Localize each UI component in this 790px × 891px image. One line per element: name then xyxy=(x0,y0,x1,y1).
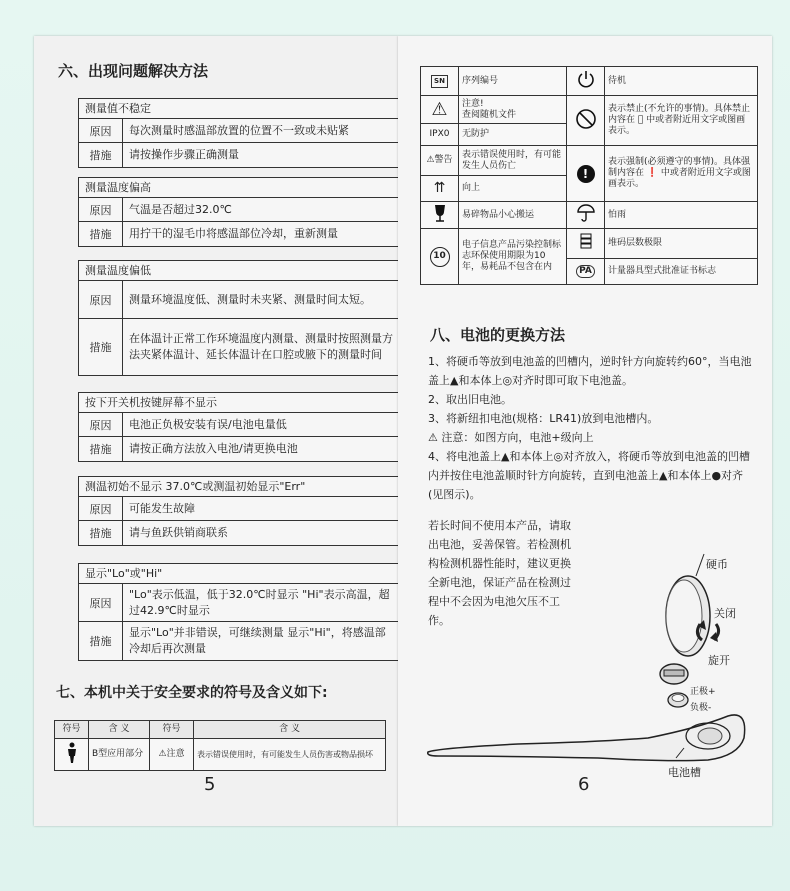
section-title-safety: 七、本机中关于安全要求的符号及含义如下: xyxy=(56,685,328,701)
row-text: 请按正确方法放入电池/请更换电池 xyxy=(129,442,298,455)
section-title-troubleshooting: 六、出现问题解决方法 xyxy=(58,62,209,80)
warning-label: ⚠警告 xyxy=(421,146,459,176)
row-label: 措施 xyxy=(79,143,123,167)
coin-icon xyxy=(666,554,710,656)
stacking-limit-icon xyxy=(567,229,605,259)
row-label: 原因 xyxy=(79,119,123,142)
meaning-text: 注意! 查阅随机文件 xyxy=(459,96,567,124)
header-symbol: 符号 xyxy=(150,721,194,739)
ipx0-icon: IPX0 xyxy=(421,124,459,146)
meaning-text: 表示禁止(不允许的事情)。具体禁止内容在 ⃠ 中或者附近用文字或图画表示。 xyxy=(605,96,758,146)
warning-triangle-icon: ⚠ xyxy=(421,96,459,124)
type-b-applied-part-icon xyxy=(55,739,89,771)
warning-triangle-icon: ⚠ xyxy=(158,749,167,759)
meaning-text: B型应用部分 xyxy=(89,739,150,771)
problem-table xyxy=(78,177,400,247)
row-label: 原因 xyxy=(79,413,123,436)
problem-title: 测量温度偏低 xyxy=(79,261,399,281)
row-text: 每次测量时感温部放置的位置不一致或未贴紧 xyxy=(129,123,349,137)
standby-power-icon xyxy=(567,67,605,96)
step-text: 4、将电池盖上▲和本体上◎对齐放入，将硬币等放到电池盖的凹槽内并按住电池盖顺时针方向旋转，直到电池盖上▲和本体上●对齐(见图示)。 xyxy=(428,450,751,501)
meaning-text: 电子信息产品污染控制标志环保使用期限为10年，易耗品不包含在内 xyxy=(459,229,567,285)
prohibited-icon xyxy=(567,96,605,146)
header-meaning: 含 义 xyxy=(194,721,386,739)
step-text: 2、取出旧电池。 xyxy=(428,393,512,406)
negative-label: 负极- xyxy=(690,703,712,713)
row-text: 用拧干的湿毛巾将感温部位冷却，重新测量 xyxy=(129,227,338,240)
problem-table xyxy=(78,476,400,546)
step-text: ⚠ 注意：如图方向，电池+级向上 xyxy=(428,431,594,444)
row-text: 显示"Lo"并非错误，可继续测量 显示"Hi"，将感温部冷却后再次测量 xyxy=(129,626,386,655)
mandatory-icon: ! xyxy=(567,146,605,202)
pa-approval-icon: PA xyxy=(567,259,605,285)
symbol-table xyxy=(420,66,758,285)
problem-title: 测量值不稳定 xyxy=(79,99,399,119)
keep-dry-umbrella-icon xyxy=(567,202,605,229)
coin-label: 硬币 xyxy=(706,558,728,571)
meaning-text: 堆码层数极限 xyxy=(605,229,758,259)
row-text: 可能发生故障 xyxy=(129,501,195,515)
problem-title: 按下开关机按键屏幕不显示 xyxy=(79,393,399,413)
problem-table xyxy=(78,563,400,661)
problem-table xyxy=(78,392,400,462)
row-label: 措施 xyxy=(79,319,123,375)
row-text: 请按操作步骤正确测量 xyxy=(129,148,239,161)
problem-title: 测温初始不显示 37.0℃或测温初始显示"Err" xyxy=(79,477,399,497)
positive-label: 正极+ xyxy=(690,687,716,697)
caution-label: 注意 xyxy=(166,749,185,759)
meaning-text: 易碎物品小心搬运 xyxy=(459,202,567,229)
step-text: 3、将新纽扣电池(规格：LR41)放到电池槽内。 xyxy=(428,412,659,425)
row-text: "Lo"表示低温，低于32.0℃时显示 "Hi"表示高温，超过42.9℃时显示 xyxy=(129,587,390,617)
battery-slot-label: 电池槽 xyxy=(668,766,701,779)
meaning-text: 表示强制(必须遵守的事情)。具体强制内容在 ❗ 中或者附近用文字或图画表示。 xyxy=(605,146,758,202)
row-label: 原因 xyxy=(79,584,123,621)
row-label: 措施 xyxy=(79,521,123,545)
meaning-text: 无防护 xyxy=(459,124,567,146)
header-meaning: 含 义 xyxy=(89,721,150,739)
fragile-icon xyxy=(421,202,459,229)
meaning-text: 表示错误使用时，有可能发生人员伤亡 xyxy=(459,146,567,176)
caution-symbol xyxy=(150,739,194,771)
row-label: 原因 xyxy=(79,198,123,221)
step-text: 1、将硬币等放到电池盖的凹槽内，逆时针方向旋转约60°，当电池盖上▲和本体上◎对齐时即可取下电池盖。 xyxy=(428,355,752,387)
right-page xyxy=(398,36,772,826)
row-label: 措施 xyxy=(79,437,123,461)
this-way-up-icon: ⇈ xyxy=(421,176,459,202)
battery-steps xyxy=(428,352,756,504)
meaning-text: 序列编号 xyxy=(459,67,567,96)
thermometer-icon xyxy=(428,715,745,761)
open-label: 旋开 xyxy=(708,654,730,667)
problem-title: 显示"Lo"或"Hi" xyxy=(79,564,399,584)
problem-title: 测量温度偏高 xyxy=(79,178,399,198)
problem-table xyxy=(78,260,400,376)
meaning-text: 表示错误使用时，有可能发生人员伤害或物品损坏 xyxy=(194,739,386,771)
safety-symbol-table xyxy=(54,720,386,771)
meaning-text: 计量器具型式批准证书标志 xyxy=(605,259,758,285)
sn-icon: SN xyxy=(421,67,459,96)
meaning-text: 待机 xyxy=(605,67,758,96)
environmental-period-icon: 10 xyxy=(421,229,459,285)
row-text: 在体温计正常工作环境温度内测量、测量时按照测量方法夹紧体温计、延长体温计在口腔或腋下的测量时间 xyxy=(129,332,393,361)
meaning-text: 怕雨 xyxy=(605,202,758,229)
problem-table xyxy=(78,98,400,168)
header-symbol: 符号 xyxy=(55,721,89,739)
row-text: 电池正负极安装有误/电池电量低 xyxy=(129,417,287,431)
row-text: 气温是否超过32.0℃ xyxy=(129,202,232,216)
left-page xyxy=(34,36,398,826)
page-number: 5 xyxy=(204,774,216,795)
warning-triangle-icon: ⚠ xyxy=(426,155,435,165)
page-number: 6 xyxy=(578,774,590,795)
close-label: 关闭 xyxy=(714,607,736,620)
row-label: 原因 xyxy=(79,497,123,520)
storage-note: 若长时间不使用本产品，请取出电池，妥善保管。若检测机构检测机器性能时，建议更换全新电池，保证产品在检测过程中不会因为电池欠压不工作。 xyxy=(428,519,571,627)
meaning-text: 向上 xyxy=(459,176,567,202)
row-text: 测量环境温度低、测量时未夹紧、测量时间太短。 xyxy=(129,292,371,306)
row-text: 请与鱼跃供销商联系 xyxy=(129,526,228,539)
row-label: 措施 xyxy=(79,622,123,660)
battery-cover-icon xyxy=(660,664,688,684)
battery-diagram xyxy=(398,516,772,786)
section-title-battery: 八、电池的更换方法 xyxy=(430,326,566,344)
row-label: 原因 xyxy=(79,281,123,318)
row-label: 措施 xyxy=(79,222,123,246)
coin-cell-battery-icon xyxy=(668,693,688,707)
